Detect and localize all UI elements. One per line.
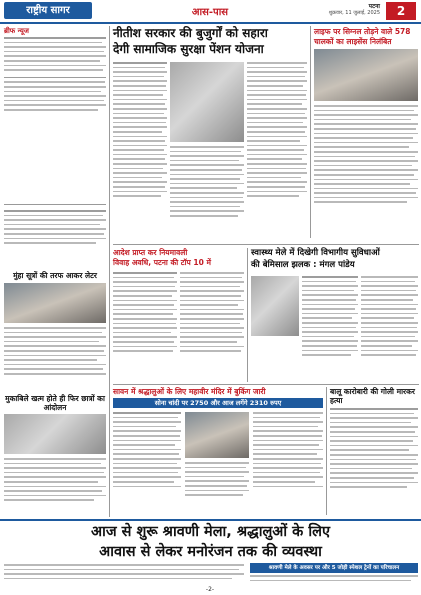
sawan-text-col-2 [185, 462, 249, 514]
section-name: आस-पास [191, 7, 229, 18]
brief-news-label: ब्रीफ न्यूज [4, 27, 29, 35]
murder-headline: बालू कारोबारी की गोली मारकर हत्या [330, 387, 415, 405]
shravani-headline-1: आज से शुरू श्रावणी मेला, श्रद्धालुओं के लिए [91, 524, 330, 540]
left-text-3 [4, 327, 106, 387]
shravani-headline-2: आवास से लेकर मनोरंजन तक की व्यवस्था [99, 544, 322, 560]
health-text-col [302, 276, 358, 382]
lead-headline-1: नीतीश सरकार की बुजुर्गों को सहारा [113, 26, 268, 40]
left-box-headline: मुकाबिले खत्म होते ही फिर छात्रों का आंदोलन [5, 394, 105, 412]
health-headline-2: की बेमिसाल झलक : मंगल पांडेय [251, 260, 355, 270]
page-footer: -2- [205, 586, 215, 593]
column-separator [109, 26, 110, 517]
masthead-rule [0, 22, 421, 24]
health-text-col-2 [361, 276, 418, 382]
licence-text [314, 105, 418, 237]
lead-photo [170, 62, 244, 142]
bottom-text-2 [250, 575, 418, 585]
paper-name: राष्ट्रीय सागर [4, 2, 92, 19]
bottom-banner: श्रावणी मेले के अवसर पर और 5 जोड़ी स्पेशल ट्रेनों का परिचालन [250, 563, 418, 573]
court-text-col-2 [180, 272, 244, 382]
court-headline-2: विवाह अवधि, पटना की टॉप 10 में [113, 258, 211, 267]
sawan-divider [113, 384, 419, 385]
licence-headline-2: चालकों का लाइसेंस निलंबित [314, 37, 392, 46]
lead-text-col [113, 62, 167, 242]
murder-separator [326, 387, 327, 515]
left-divider [4, 204, 106, 205]
sawan-text-col-3 [253, 412, 323, 514]
left-photo-1 [4, 283, 106, 323]
court-headline-1: आदेश प्राप्त कर नियमावली [113, 248, 188, 257]
gold-banner: सोना चांदी पर 2750 और आज लगेंगे 2310 रुपए [113, 398, 323, 408]
mid-divider [113, 244, 419, 245]
lead-text-col-3 [247, 62, 307, 242]
left-photo-2 [4, 414, 106, 454]
right-separator [310, 26, 311, 238]
lead-headline-2: देगी सामाजिक सुरक्षा पेंशन योजना [113, 42, 264, 56]
city-label: पटना [368, 3, 380, 10]
lead-text-col-2 [170, 146, 244, 242]
sawan-photo [185, 412, 249, 458]
sawan-text-col [113, 412, 181, 514]
health-headline-1: स्वास्थ्य मेले में दिखेगी विभागीय सुविधाओं [251, 248, 380, 258]
court-text-col [113, 272, 177, 382]
bottom-rule [0, 519, 421, 521]
left-mid-headline: मुंहा सूत्रों की तरफ आकर लेटर [13, 271, 97, 280]
murder-text [330, 408, 418, 514]
left-brief-text-2 [4, 210, 106, 265]
health-separator [247, 248, 248, 382]
masthead [0, 0, 421, 22]
left-text-4 [4, 458, 106, 516]
date-label: शुक्रवार, 11 जुलाई, 2025 [328, 10, 380, 16]
licence-headline-1: लाइफ पर सिग्नल तोड़ने वाले 578 [314, 27, 411, 36]
page-number: 2 [386, 2, 416, 20]
health-photo [251, 276, 299, 336]
bottom-text [4, 564, 244, 584]
sawan-headline: सावन में श्रद्धालुओं के लिए महावीर मंदिर में बुकिंग जारी [113, 387, 266, 396]
licence-photo [314, 49, 418, 101]
